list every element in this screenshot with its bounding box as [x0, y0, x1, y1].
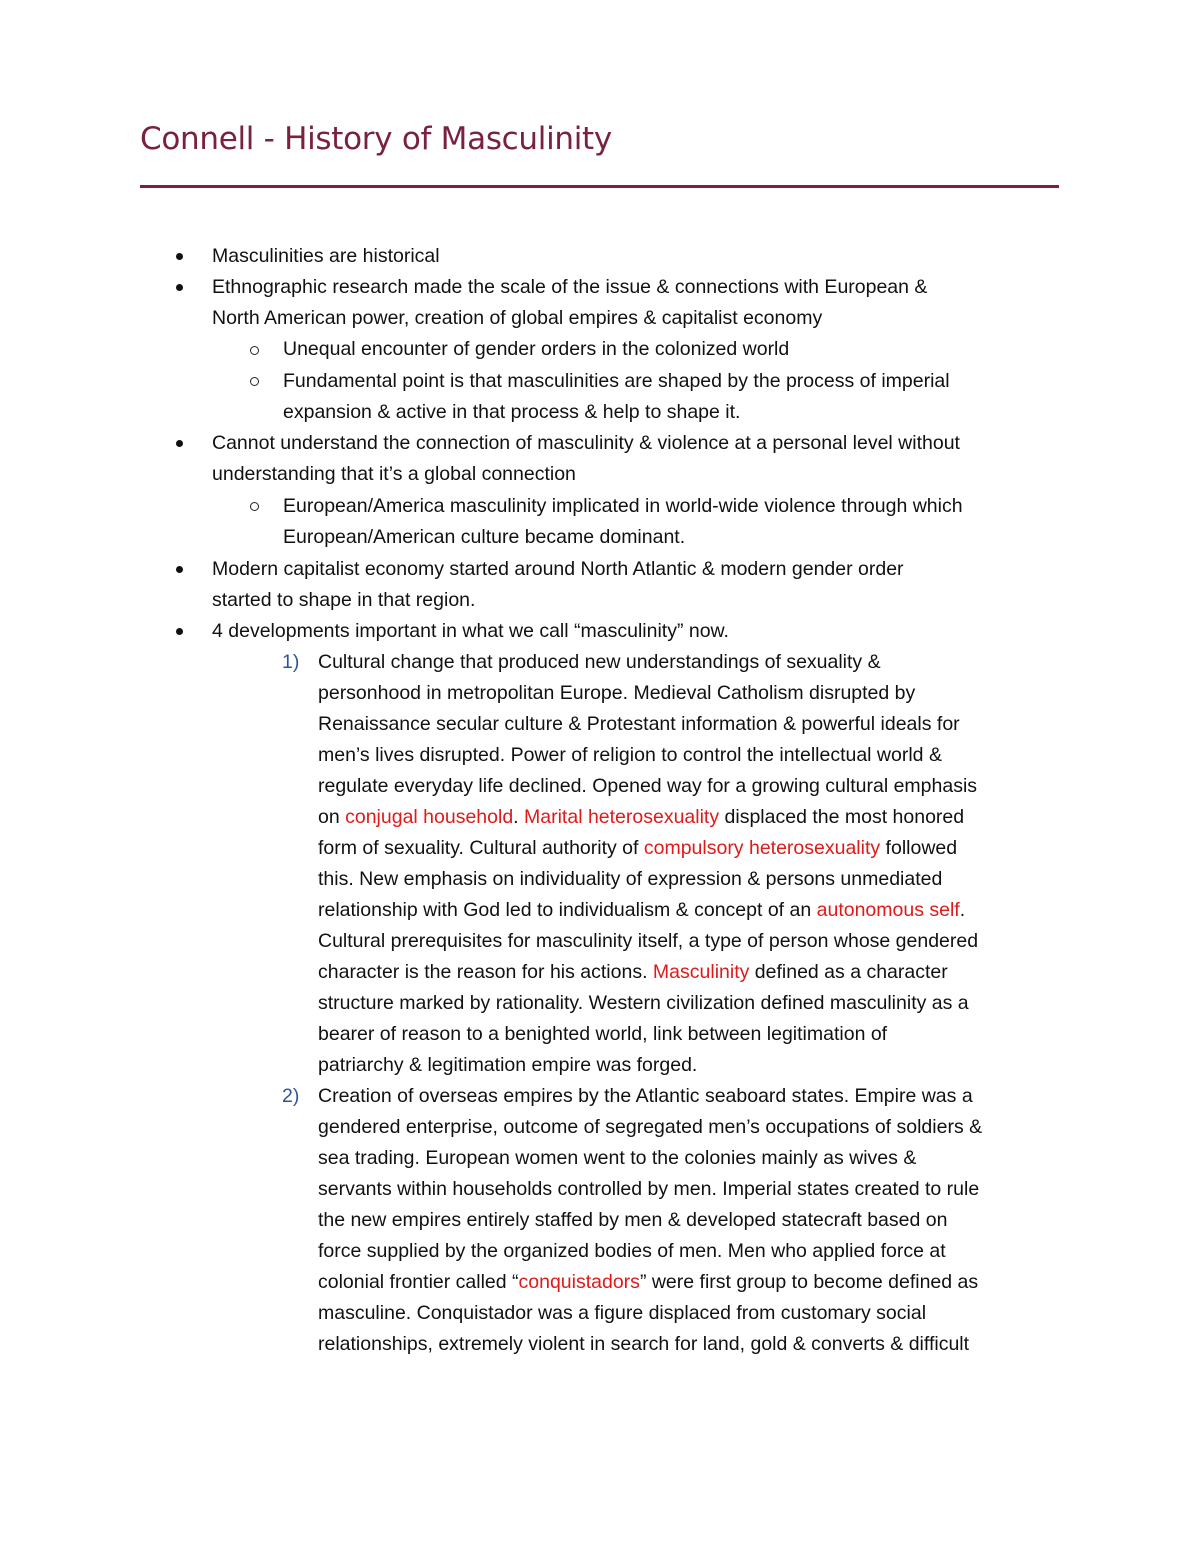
- bullet-text-continuation: North American power, creation of global empires & capitalist economy: [212, 307, 823, 329]
- highlighted-term: conjugal household: [345, 806, 514, 828]
- numbered-item-text: masculine. Conquistador was a figure displaced from customary social: [318, 1302, 927, 1324]
- sub-bullet-text-continuation: expansion & active in that process & help to shape it.: [283, 401, 741, 423]
- sub-bullet-circle: [250, 346, 259, 355]
- title-divider: [140, 185, 1059, 188]
- numbered-item-text: Cultural change that produced new understandings of sexuality &: [318, 651, 881, 673]
- bullet-dot: [176, 253, 183, 260]
- numbered-item-text: sea trading. European women went to the colonies mainly as wives &: [318, 1147, 917, 1169]
- text-run: form of sexuality. Cultural authority of: [318, 837, 644, 859]
- bullet-text: Modern capitalist economy started around North Atlantic & modern gender order: [212, 558, 904, 580]
- text-run: .: [513, 806, 525, 828]
- numbered-item-text: [318, 895, 965, 926]
- numbered-item-text: gendered enterprise, outcome of segregated men’s occupations of soldiers &: [318, 1116, 983, 1138]
- numbered-item-text: patriarchy & legitimation empire was forged.: [318, 1054, 698, 1076]
- numbered-item-text: Creation of overseas empires by the Atlantic seaboard states. Empire was a: [318, 1085, 973, 1107]
- text-run: character is the reason for his actions.: [318, 961, 653, 983]
- numbered-item-text: relationships, extremely violent in search for land, gold & converts & difficult: [318, 1333, 970, 1355]
- text-run: ” were first group to become defined as: [639, 1271, 979, 1293]
- numbered-item-text: [318, 957, 948, 988]
- bullet-text: Ethnographic research made the scale of the issue & connections with European &: [212, 276, 928, 298]
- numbered-item-text: servants within households controlled by men. Imperial states created to rule: [318, 1178, 980, 1200]
- text-run: .: [959, 899, 966, 921]
- bullet-text: Cannot understand the connection of masculinity & violence at a personal level without: [212, 432, 960, 454]
- text-run: defined as a character: [749, 961, 948, 983]
- text-run: followed: [880, 837, 958, 859]
- text-run: displaced the most honored: [719, 806, 965, 828]
- highlighted-term: Marital heterosexuality: [524, 806, 720, 828]
- numbered-item-text: the new empires entirely staffed by men & developed statecraft based on: [318, 1209, 948, 1231]
- bullet-text: 4 developments important in what we call “masculinity” now.: [212, 620, 729, 642]
- bullet-dot: [176, 440, 183, 447]
- text-run: on: [318, 806, 346, 828]
- numbered-item-text: this. New emphasis on individuality of expression & persons unmediated: [318, 868, 943, 890]
- sub-bullet-text: Unequal encounter of gender orders in the colonized world: [283, 338, 790, 360]
- highlighted-term: Masculinity: [652, 961, 750, 983]
- highlighted-term: autonomous self: [816, 899, 960, 921]
- numbered-item-text: Renaissance secular culture & Protestant information & powerful ideals for: [318, 713, 960, 735]
- numbered-item-text: force supplied by the organized bodies of men. Men who applied force at: [318, 1240, 946, 1262]
- numbered-item-text: [318, 802, 964, 833]
- sub-bullet-text-continuation: European/American culture became dominant.: [283, 526, 686, 548]
- highlighted-term: compulsory heterosexuality: [643, 837, 881, 859]
- highlighted-term: conquistadors: [518, 1271, 640, 1293]
- sub-bullet-circle: [250, 377, 259, 386]
- bullet-text: Masculinities are historical: [212, 245, 440, 267]
- numbered-item-text: structure marked by rationality. Western civilization defined masculinity as a: [318, 992, 969, 1014]
- numbered-item-text: Cultural prerequisites for masculinity itself, a type of person whose gendered: [318, 930, 979, 952]
- numbered-item-text: [318, 1267, 978, 1298]
- sub-bullet-text: Fundamental point is that masculinities are shaped by the process of imperial: [283, 370, 950, 392]
- bullet-dot: [176, 566, 183, 573]
- sub-bullet-text: European/America masculinity implicated in world-wide violence through which: [283, 495, 963, 517]
- bullet-dot: [176, 284, 183, 291]
- bullet-dot: [176, 628, 183, 635]
- list-number: 2): [282, 1085, 300, 1107]
- list-number: 1): [282, 651, 300, 673]
- numbered-item-text: regulate everyday life declined. Opened way for a growing cultural emphasis: [318, 775, 978, 797]
- numbered-item-text: men’s lives disrupted. Power of religion to control the intellectual world &: [318, 744, 942, 766]
- sub-bullet-circle: [250, 502, 259, 511]
- numbered-item-text: bearer of reason to a benighted world, link between legitimation of: [318, 1023, 888, 1045]
- page-title: Connell - History of Masculinity: [140, 121, 612, 157]
- numbered-item-text: [318, 833, 957, 864]
- numbered-item-text: personhood in metropolitan Europe. Medieval Catholism disrupted by: [318, 682, 916, 704]
- text-run: colonial frontier called “: [318, 1271, 519, 1293]
- text-run: relationship with God led to individualism & concept of an: [318, 899, 817, 921]
- bullet-text-continuation: understanding that it’s a global connection: [212, 463, 576, 485]
- bullet-text-continuation: started to shape in that region.: [212, 589, 476, 611]
